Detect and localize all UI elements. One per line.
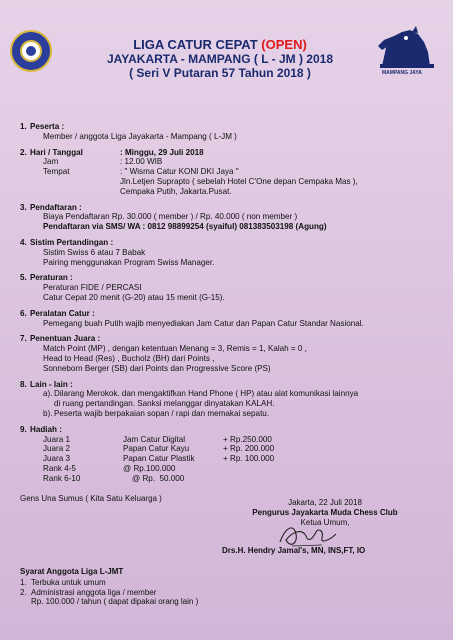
section-number: 5.: [20, 273, 27, 283]
prize-row: [43, 474, 440, 484]
equipment-line-1: Pemegang buah Putih wajib menyediakan Jam Catur dan Papan Catur Standar Nasional.: [43, 318, 364, 328]
place-date: Jakarta, 22 Juli 2018: [288, 498, 362, 507]
tiebreak-line-1: Match Point (MP) , dengan ketentuan Menang = 3, Remis = 1, Kalah = 0 ,: [43, 344, 307, 354]
list-item: [20, 588, 320, 598]
section-title: Peraturan :: [30, 273, 73, 283]
requirement-2-fee: Rp. 100.000 / tahun ( dapat dipakai orang lain ): [31, 597, 199, 607]
section-number: 6.: [20, 308, 27, 318]
organizer-name: Pengurus Jayakarta Muda Chess Club: [252, 507, 398, 517]
flyer-content: [20, 122, 440, 490]
time-row: [43, 157, 440, 167]
prize-item: Papan Catur Kayu: [123, 444, 190, 454]
list-item: [20, 578, 320, 588]
logo-caption: MAMPANG JAYA: [382, 70, 422, 76]
prize-item: Jam Catur Digital: [123, 434, 186, 444]
section-text: Member / anggota Liga Jayakarta - Mampang ( L-JM ): [43, 131, 237, 141]
prize-rank: Juara 3: [43, 454, 70, 464]
section-peserta: [20, 122, 440, 142]
prize-amount: + Rp.250.000: [223, 434, 272, 444]
event-date: : Minggu, 29 Juli 2018: [120, 147, 204, 157]
section-title: Penentuan Juara :: [30, 334, 101, 344]
note-a-line-2: di ruang pertandingan. Sanksi melanggar dinyatakan KALAH.: [54, 399, 275, 409]
prize-rank: Juara 2: [43, 444, 70, 454]
section-hadiah: [20, 425, 440, 484]
prize-row: [43, 435, 440, 445]
requirement-1: Terbuka untuk umum: [31, 577, 106, 587]
prize-item: @ Rp.100.000: [123, 463, 176, 473]
requirements-title: Syarat Anggota Liga L-JMT: [20, 567, 124, 576]
club-emblem-logo: [10, 30, 52, 72]
header-open-label: (OPEN): [261, 37, 307, 52]
prize-row: [43, 464, 440, 474]
flyer-header: [70, 38, 370, 80]
section-penentuan-juara: [20, 334, 440, 373]
mampang-jaya-logo: [372, 26, 446, 74]
section-number: 3.: [20, 202, 27, 212]
section-title: Hadiah :: [30, 424, 62, 434]
section-peralatan: [20, 309, 440, 329]
registration-contact: Pendaftaran via SMS/ WA : 0812 98899254 (syaiful) 081383503198 (Agung): [43, 222, 327, 232]
rules-line-1: Peraturan FIDE / PERCASI: [43, 283, 142, 293]
section-sistim: [20, 238, 440, 267]
system-line-1: Sistim Swiss 6 atau 7 Babak: [43, 247, 146, 257]
rules-line-2: Catur Cepat 20 menit (G-20) atau 15 menit (G-15).: [43, 292, 225, 302]
section-title: Lain - lain :: [30, 379, 73, 389]
section-pendaftaran: [20, 203, 440, 232]
knight-horse-icon: [372, 26, 446, 72]
section-number: 9.: [20, 424, 27, 434]
prize-amount: + Rp. 100.000: [223, 454, 275, 464]
header-subtitle: JAYAKARTA - MAMPANG ( L - JM ) 2018: [106, 52, 334, 66]
signer-role: Ketua Umum,: [300, 517, 350, 527]
venue-label: Tempat: [43, 167, 70, 177]
section-peraturan: [20, 273, 440, 302]
section-title: Hari / Tanggal: [30, 147, 83, 157]
signature-block: [200, 498, 450, 555]
venue-line-1: : " Wisma Catur KONI DKI Jaya ": [120, 167, 239, 177]
prize-row: [43, 454, 440, 464]
section-title: Pendaftaran :: [30, 202, 82, 212]
section-lain-lain: [20, 380, 440, 419]
header-series: ( Seri V Putaran 57 Tahun 2018 ): [129, 66, 311, 80]
venue-line-2: Jln.Letjen Suprapto ( sebelah Hotel C'One depan Cempaka Mas ),: [120, 176, 358, 186]
venue-line-3: Cempaka Putih, Jakarta.Pusat.: [120, 186, 232, 196]
registration-fee: Biaya Pendaftaran Rp. 30.000 ( member ) / Rp. 40.000 ( non member ): [43, 212, 298, 222]
prize-item: @ Rp. 50.000: [123, 473, 185, 483]
list-marker: 1.: [20, 577, 27, 587]
list-item: [43, 409, 440, 419]
section-title: Peserta :: [30, 122, 65, 131]
section-title: Peralatan Catur :: [30, 308, 95, 318]
membership-requirements: [20, 567, 320, 607]
prize-rank: Rank 4-5: [43, 463, 76, 473]
prize-row: [43, 444, 440, 454]
section-number: 2.: [20, 147, 27, 157]
list-marker: 2.: [20, 587, 27, 597]
section-number: 4.: [20, 237, 27, 247]
requirement-2: Administrasi anggota liga / member: [31, 587, 157, 597]
note-a-line-1: Dilarang Merokok. dan mengaktifkan Hand Phone ( HP) atau alat komunikasi lainnya: [54, 389, 359, 399]
list-marker: a).: [43, 389, 53, 399]
tiebreak-line-3: Sonneborn Berger (SB) dari Points dan Progressive Score (PS): [43, 363, 271, 373]
prize-item: Papan Catur Plastik: [123, 454, 195, 464]
time-label: Jam: [43, 157, 59, 167]
system-line-2: Pairing menggunakan Program Swiss Manager.: [43, 257, 215, 267]
venue-row: [43, 167, 440, 196]
note-b-line-1: Peserta wajib berpakaian sopan / rapi dan memakai sepatu.: [54, 408, 270, 418]
section-number: 8.: [20, 379, 27, 389]
section-hari-tanggal: [20, 148, 440, 197]
header-title: [70, 38, 370, 52]
list-marker: b).: [43, 408, 53, 418]
prize-amount: + Rp. 200.000: [223, 444, 275, 454]
time-value: : 12.00 WIB: [120, 157, 163, 167]
date-row: [20, 148, 440, 158]
section-number: 1.: [20, 122, 27, 131]
club-motto: Gens Una Sumus ( Kita Satu Keluarga ): [20, 494, 162, 503]
prize-rank: Rank 6-10: [43, 473, 81, 483]
tiebreak-line-2: Head to Head (Res) , Bucholz (BH) dari Points ,: [43, 353, 215, 363]
section-title: Sistim Pertandingan :: [30, 237, 114, 247]
signer-name: Drs.H. Hendry Jamal's, MN, INS,FT, IO: [222, 546, 366, 555]
list-item: [43, 389, 440, 409]
header-title-text: LIGA CATUR CEPAT: [133, 37, 262, 52]
prize-rank: Juara 1: [43, 434, 70, 444]
pawn-icon: [26, 46, 36, 56]
section-number: 7.: [20, 334, 27, 344]
